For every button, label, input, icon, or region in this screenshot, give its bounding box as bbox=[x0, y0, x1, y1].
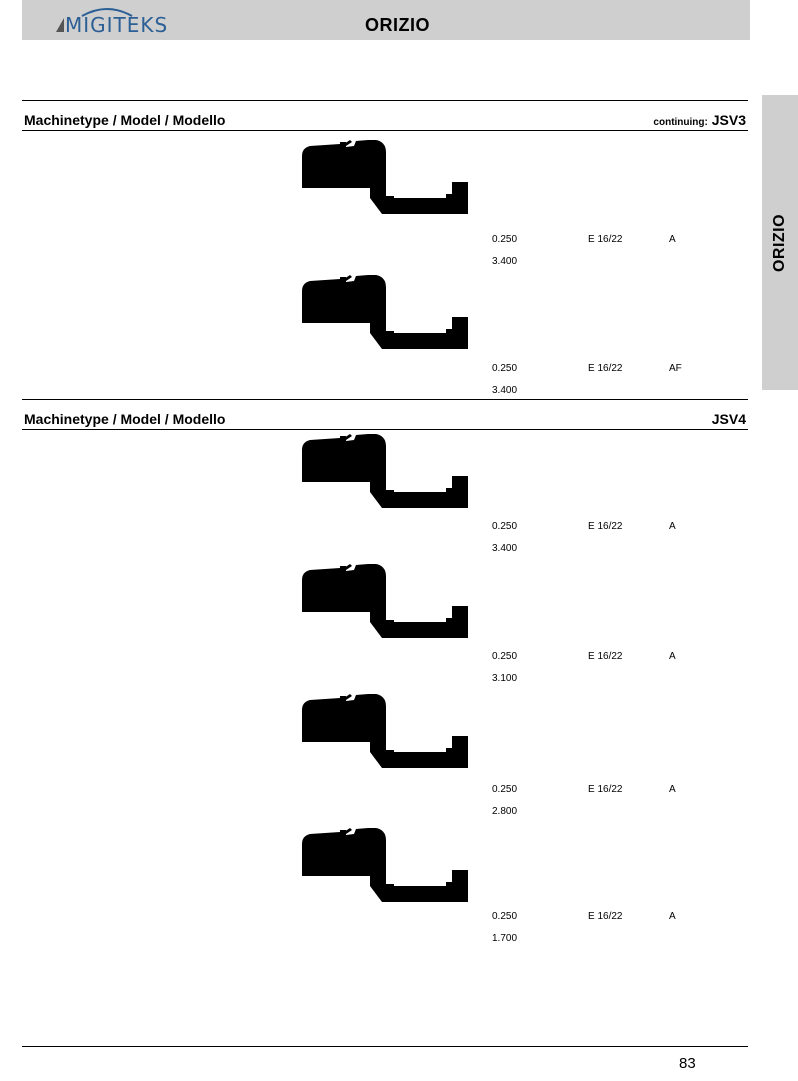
side-tab-label: ORIZIO bbox=[771, 213, 788, 272]
code-value: AF bbox=[669, 363, 682, 374]
thickness-value: 0.250 bbox=[492, 521, 518, 532]
blade-profile-image bbox=[296, 138, 472, 214]
type-value: E 16/22 bbox=[588, 234, 623, 245]
height-value: 3.400 bbox=[492, 256, 518, 267]
continuing-label: continuing: bbox=[653, 117, 708, 128]
blade-profile-image bbox=[296, 692, 472, 768]
page-number: 83 bbox=[679, 1055, 696, 1072]
side-tab bbox=[762, 95, 798, 390]
blade-profile-image bbox=[296, 826, 472, 902]
section-title: Machinetype / Model / Modello bbox=[24, 112, 226, 128]
thickness-value: 0.250 bbox=[492, 784, 518, 795]
code-value: A bbox=[669, 234, 676, 245]
logo-text: MIGITEKS bbox=[65, 13, 169, 37]
height-value: 3.400 bbox=[492, 385, 518, 396]
blade-profile-image bbox=[296, 273, 472, 349]
page-header-title: ORIZIO bbox=[365, 15, 430, 35]
section-title: Machinetype / Model / Modello bbox=[24, 411, 226, 427]
height-value: 3.100 bbox=[492, 673, 518, 684]
section-model bbox=[712, 411, 746, 427]
height-value: 3.400 bbox=[492, 543, 518, 554]
code-value: A bbox=[669, 521, 676, 532]
model-label: JSV3 bbox=[711, 112, 746, 128]
header-band bbox=[22, 0, 750, 40]
type-value: E 16/22 bbox=[588, 521, 623, 532]
thickness-value: 0.250 bbox=[492, 234, 518, 245]
section-header-jsv3 bbox=[22, 100, 748, 131]
blade-profile-image bbox=[296, 562, 472, 638]
thickness-value: 0.250 bbox=[492, 363, 518, 374]
logo bbox=[52, 4, 169, 38]
section-model bbox=[653, 112, 746, 128]
thickness-value: 0.250 bbox=[492, 651, 518, 662]
type-value: E 16/22 bbox=[588, 911, 623, 922]
type-value: E 16/22 bbox=[588, 651, 623, 662]
type-value: E 16/22 bbox=[588, 784, 623, 795]
thickness-value: 0.250 bbox=[492, 911, 518, 922]
footer-rule bbox=[22, 1046, 748, 1047]
code-value: A bbox=[669, 784, 676, 795]
blade-profile-image bbox=[296, 432, 472, 508]
height-value: 1.700 bbox=[492, 933, 518, 944]
section-header-jsv4 bbox=[22, 399, 748, 430]
code-value: A bbox=[669, 651, 676, 662]
code-value: A bbox=[669, 911, 676, 922]
model-label: JSV4 bbox=[711, 411, 746, 427]
height-value: 2.800 bbox=[492, 806, 518, 817]
type-value: E 16/22 bbox=[588, 363, 623, 374]
